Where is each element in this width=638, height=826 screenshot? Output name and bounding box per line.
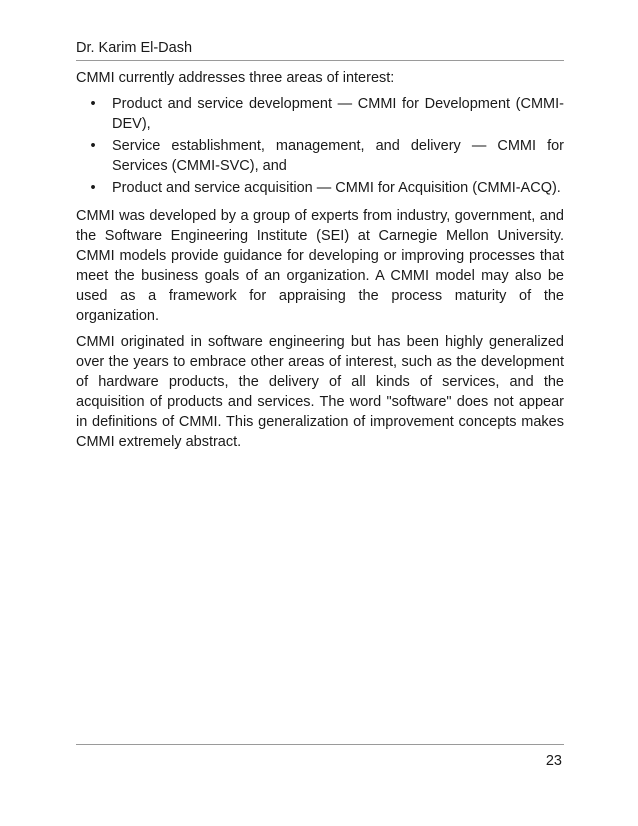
bullet-icon: •: [90, 180, 96, 196]
list-item-text: Product and service acquisition — CMMI for Acquisition (CMMI-ACQ).: [112, 180, 561, 196]
list-item: [76, 136, 564, 176]
page-number: 23: [545, 753, 562, 769]
bullet-icon: •: [90, 138, 96, 154]
bullet-icon: •: [90, 96, 96, 112]
list-item: [76, 178, 564, 198]
list-item: [76, 94, 564, 134]
author-name: Dr. Karim El-Dash: [76, 40, 193, 56]
page-header: [76, 36, 564, 61]
intro-text: CMMI currently addresses three areas of interest:: [76, 70, 395, 86]
page-content: [76, 68, 564, 458]
paragraph-development: CMMI was developed by a group of experts from industry, government, and the Software Engineering Institute (SEI) at Carnegie Mellon University. CMMI models provide guidance for developing or improving processes that meet the business goals of an organization. A CMMI model may also be used as a framework for appraising the process maturity of the organization.: [76, 208, 564, 324]
list-item-text: Product and service development — CMMI for Development (CMMI-DEV),: [112, 96, 564, 132]
paragraph-origins: CMMI originated in software engineering but has been highly generalized over the years to embrace other areas of interest, such as the development of hardware products, the delivery of all kinds of services, and the acquisition of products and services. The word "software" does not appear in definitions of CMMI. This generalization of improvement concepts makes CMMI extremely abstract.: [76, 334, 564, 450]
page-footer: [76, 744, 564, 775]
list-item-text: Service establishment, management, and delivery — CMMI for Services (CMMI-SVC), and: [112, 138, 564, 174]
areas-list: [76, 94, 564, 198]
